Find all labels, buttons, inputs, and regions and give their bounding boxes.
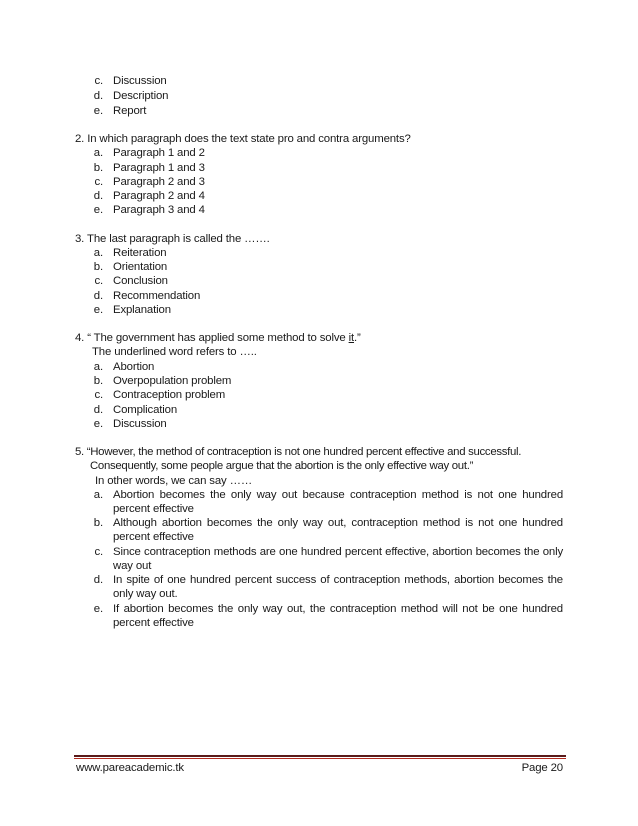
option-text: Reiteration <box>113 247 167 259</box>
option-letter: b. <box>93 517 103 529</box>
question-text-line-1: 5. “However, the method of contraception is not one hundred percent effective and successful. <box>75 446 522 458</box>
option-letter: e. <box>93 105 103 117</box>
option-letter: a. <box>93 147 103 159</box>
question-text-prefix: 4. “ The government has applied some method to solve <box>75 332 349 344</box>
option-letter: d. <box>93 574 103 586</box>
option-letter: e. <box>93 304 103 316</box>
option-text: Abortion becomes the only way out because contraception method is not one hundred percent effective <box>113 489 563 516</box>
option-letter: e. <box>93 204 103 216</box>
footer-rule <box>74 755 566 757</box>
option-text: Since contraception methods are one hundred percent effective, abortion becomes the only way out <box>113 546 563 573</box>
option-letter: b. <box>93 162 103 174</box>
option-text: In spite of one hundred percent success of contraception methods, abortion becomes the only way out. <box>113 574 563 601</box>
question-text: 3. The last paragraph is called the ……. <box>75 233 270 245</box>
footer-page-number: Page 20 <box>521 762 563 774</box>
option-text: Paragraph 1 and 2 <box>113 147 205 159</box>
option-text: Complication <box>113 404 178 416</box>
option-letter: c. <box>94 389 103 401</box>
option-letter: c. <box>94 176 103 188</box>
option-letter: a. <box>93 247 103 259</box>
option-letter: d. <box>93 190 103 202</box>
question-subtext: In other words, we can say …… <box>95 475 253 487</box>
option-text: Recommendation <box>113 290 201 302</box>
question-text-line-2: Consequently, some people argue that the abortion is the only effective way out.” <box>90 460 474 472</box>
option-text: Paragraph 2 and 3 <box>113 176 205 188</box>
question-text-suffix: .” <box>354 332 361 344</box>
option-text: Conclusion <box>113 275 168 287</box>
option-letter: d. <box>93 290 103 302</box>
option-letter: c. <box>94 75 103 87</box>
underlined-word: it <box>348 332 355 344</box>
footer-rule-accent <box>74 758 566 759</box>
option-letter: c. <box>94 546 103 558</box>
option-text: Discussion <box>113 75 167 87</box>
footer-website: www.pareacademic.tk <box>76 762 184 774</box>
option-text: Paragraph 1 and 3 <box>113 162 205 174</box>
option-text: Paragraph 3 and 4 <box>113 204 205 216</box>
option-letter: c. <box>94 275 103 287</box>
option-letter: e. <box>93 603 103 615</box>
option-text: Explanation <box>113 304 171 316</box>
option-text: Paragraph 2 and 4 <box>113 190 205 202</box>
option-letter: a. <box>93 361 103 373</box>
option-text: Although abortion becomes the only way out, contraception method is not one hundred percent effective <box>113 517 563 544</box>
option-text: Report <box>113 105 147 117</box>
option-letter: a. <box>93 489 103 501</box>
option-text: If abortion becomes the only way out, the contraception method will not be one hundred percent effective <box>113 603 563 630</box>
option-letter: b. <box>93 375 103 387</box>
option-text: Description <box>113 90 169 102</box>
option-text: Abortion <box>113 361 155 373</box>
option-letter: d. <box>93 90 103 102</box>
option-letter: b. <box>93 261 103 273</box>
question-text: 2. In which paragraph does the text state pro and contra arguments? <box>75 133 411 145</box>
option-letter: e. <box>93 418 103 430</box>
option-text: Contraception problem <box>113 389 226 401</box>
option-text: Discussion <box>113 418 167 430</box>
option-text: Overpopulation problem <box>113 375 232 387</box>
option-letter: d. <box>93 404 103 416</box>
question-text <box>75 331 361 345</box>
question-subtext: The underlined word refers to ….. <box>92 346 257 358</box>
option-text: Orientation <box>113 261 168 273</box>
